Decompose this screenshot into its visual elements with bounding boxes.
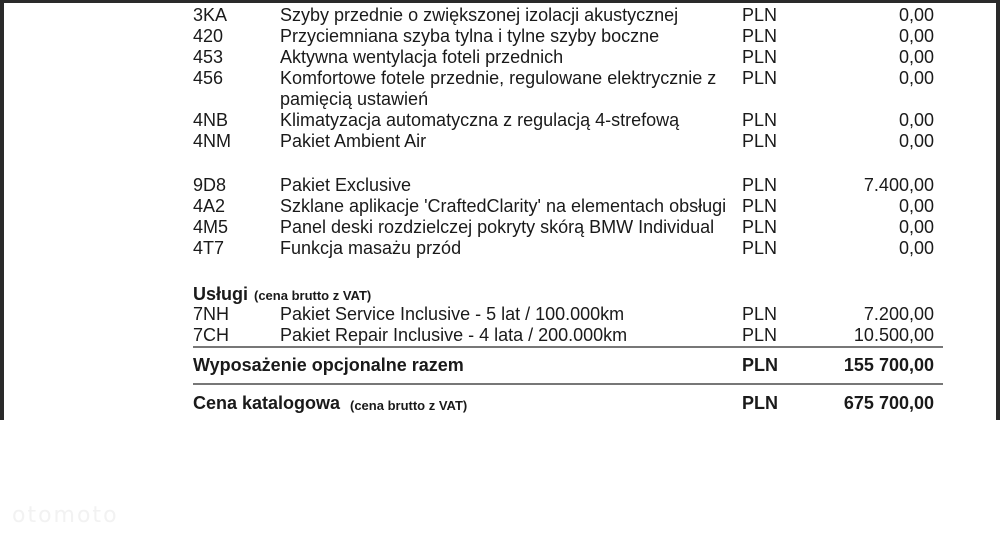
option-description: Komfortowe fotele przednie, regulowane elektrycznie z: [280, 68, 717, 88]
option-row: [193, 26, 938, 47]
option-amount: 0,00: [898, 217, 934, 237]
catalog-price-row: [193, 393, 938, 414]
option-row: [193, 217, 938, 238]
option-row: [193, 175, 938, 196]
option-description: Szklane aplikacje 'CraftedClarity' na elementach obsługi: [280, 196, 727, 216]
option-amount: 7.400,00: [863, 175, 934, 195]
option-row: [193, 68, 938, 89]
option-code: 4NB: [193, 110, 229, 130]
option-description: Pakiet Exclusive: [280, 175, 412, 195]
service-amount: 10.500,00: [853, 325, 934, 345]
divider: [193, 346, 943, 348]
option-amount: 0,00: [898, 196, 934, 216]
option-amount: 0,00: [898, 47, 934, 67]
option-code: 456: [193, 68, 224, 88]
optional-total-row: [193, 355, 938, 376]
service-row: [193, 304, 938, 325]
option-description: Funkcja masażu przód: [280, 238, 462, 258]
optional-total-amount: 155 700,00: [843, 355, 934, 375]
option-description: Klimatyzacja automatyczna z regulacją 4-strefową: [280, 110, 680, 130]
services-title: Usługi: [193, 284, 249, 304]
optional-total-label: Wyposażenie opcjonalne razem: [193, 355, 464, 375]
service-amount: 7.200,00: [863, 304, 934, 324]
option-currency: PLN: [742, 68, 778, 88]
option-code: 4A2: [193, 196, 226, 216]
option-row: [193, 196, 938, 217]
option-amount: 0,00: [898, 5, 934, 25]
catalog-price-label: Cena katalogowa: [193, 393, 341, 413]
service-description: Pakiet Repair Inclusive - 4 lata / 200.000km: [280, 325, 628, 345]
watermark: otomoto: [12, 503, 119, 528]
service-row: [193, 325, 938, 346]
option-row: [193, 47, 938, 68]
option-currency: PLN: [742, 5, 778, 25]
option-currency: PLN: [742, 238, 778, 258]
service-code: 7CH: [193, 325, 230, 345]
option-description: Przyciemniana szyba tylna i tylne szyby boczne: [280, 26, 660, 46]
option-row: [193, 131, 938, 152]
option-currency: PLN: [742, 26, 778, 46]
option-description-continued: pamięcią ustawień: [280, 89, 429, 109]
divider: [193, 383, 943, 385]
option-amount: 0,00: [898, 238, 934, 258]
option-code: 3KA: [193, 5, 228, 25]
catalog-price-currency: PLN: [742, 393, 778, 413]
optional-total-currency: PLN: [742, 355, 778, 375]
option-currency: PLN: [742, 47, 778, 67]
service-description: Pakiet Service Inclusive - 5 lat / 100.000km: [280, 304, 625, 324]
option-code: 420: [193, 26, 224, 46]
option-code: 4T7: [193, 238, 225, 258]
option-description: Panel deski rozdzielczej pokryty skórą BMW Individual: [280, 217, 715, 237]
catalog-price-note: (cena brutto z VAT): [350, 398, 468, 413]
option-currency: PLN: [742, 131, 778, 151]
option-currency: PLN: [742, 110, 778, 130]
catalog-price-amount: 675 700,00: [843, 393, 934, 413]
option-row: [193, 110, 938, 131]
option-code: 9D8: [193, 175, 227, 195]
service-currency: PLN: [742, 325, 778, 345]
option-amount: 0,00: [898, 110, 934, 130]
option-row: [193, 238, 938, 259]
option-description: Pakiet Ambient Air: [280, 131, 427, 151]
services-heading: [193, 284, 938, 305]
option-row-continuation: [193, 89, 938, 110]
option-currency: PLN: [742, 196, 778, 216]
option-code: 4NM: [193, 131, 232, 151]
option-amount: 0,00: [898, 26, 934, 46]
option-currency: PLN: [742, 217, 778, 237]
option-description: Aktywna wentylacja foteli przednich: [280, 47, 564, 67]
option-currency: PLN: [742, 175, 778, 195]
service-code: 7NH: [193, 304, 230, 324]
option-code: 4M5: [193, 217, 229, 237]
services-note: (cena brutto z VAT): [254, 288, 372, 303]
service-currency: PLN: [742, 304, 778, 324]
option-description: Szyby przednie o zwiększonej izolacji akustycznej: [280, 5, 679, 25]
option-amount: 0,00: [898, 68, 934, 88]
option-amount: 0,00: [898, 131, 934, 151]
option-row: [193, 5, 938, 26]
option-code: 453: [193, 47, 224, 67]
